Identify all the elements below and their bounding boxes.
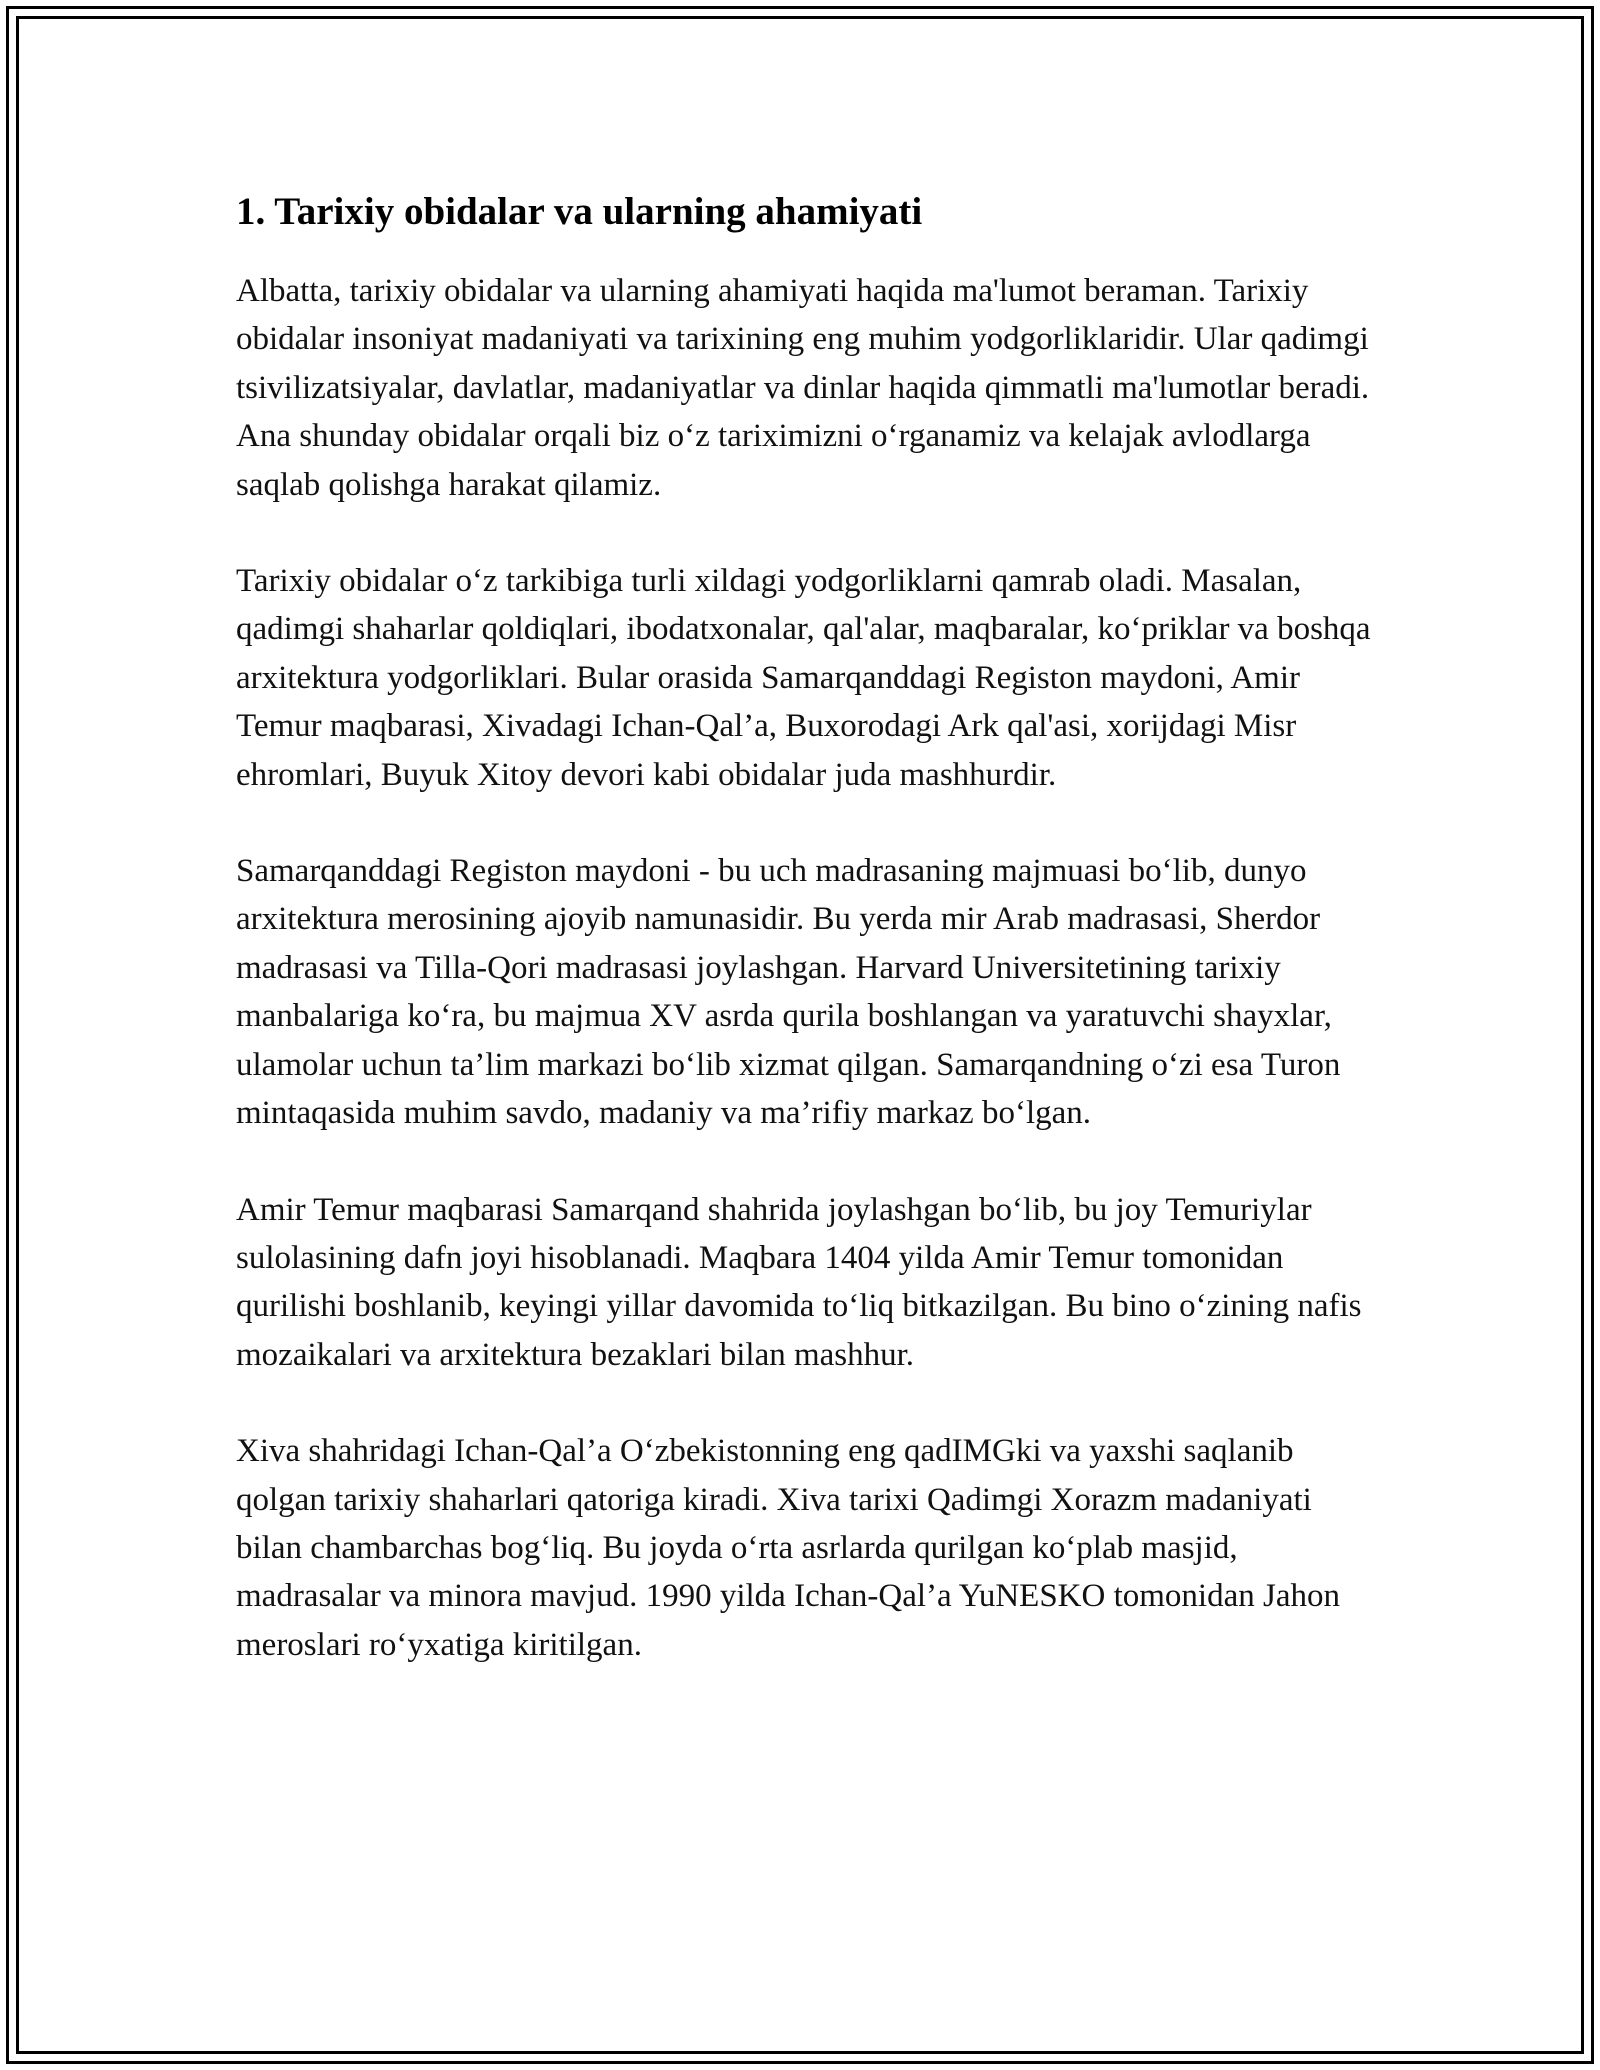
paragraph-monument-types: Tarixiy obidalar o‘z tarkibiga turli xildagi yodgorliklarni qamrab oladi. Masalan, qadimgi shaharlar qoldiqlari, ibodatxonalar, qal'alar, maqbaralar, ko‘priklar va boshqa arxitektura yodgorliklari. Bular orasida Samarqanddagi Registon maydoni, Amir Temur maqbarasi, Xivadagi Ichan-Qal’a, Buxorodagi Ark qal'asi, xorijdagi Misr ehromlari, Buyuk Xitoy devori kabi obidalar juda mashhurdir. [236, 563, 1371, 793]
paragraph-amir-temur-mausoleum: Amir Temur maqbarasi Samarqand shahrida joylashgan bo‘lib, bu joy Temuriylar sulolasining dafn joyi hisoblanadi. Maqbara 1404 yilda Amir Temur tomonidan qurilishi boshlanib, keyingi yillar davomida to‘liq bitkazilgan. Bu bino o‘zining nafis mozaikalari va arxitektura bezaklari bilan mashhur. [236, 1191, 1362, 1373]
paragraph-intro: Albatta, tarixiy obidalar va ularning ahamiyati haqida ma'lumot beraman. Tarixiy obidalar insoniyat madaniyati va tarixining eng muhim yodgorliklaridir. Ular qadimgi tsivilizatsiyalar, davlatlar, madaniyatlar va dinlar haqida qimmatli ma'lumotlar beradi. Ana shunday obidalar orqali biz o‘z tariximizni o‘rganamiz va kelajak avlodlarga saqlab qolishga harakat qilamiz. [236, 273, 1370, 503]
document-body [236, 186, 1376, 1717]
paragraph-registan: Samarqanddagi Registon maydoni - bu uch madrasaning majmuasi bo‘lib, dunyo arxitektura merosining ajoyib namunasidir. Bu yerda mir Arab madrasasi, Sherdor madrasasi va Tilla-Qori madrasasi joylashgan. Harvard Universitetining tarixiy manbalariga ko‘ra, bu majmua XV asrda qurila boshlangan va yaratuvchi shayxlar, ulamolar uchun ta’lim markazi bo‘lib xizmat qilgan. Samarqandning o‘zi esa Turon mintaqasida muhim savdo, madaniy va ma’rifiy markaz bo‘lgan. [236, 853, 1341, 1132]
paragraph-ichan-qala: Xiva shahridagi Ichan-Qal’a O‘zbekistonning eng qadIMGki va yaxshi saqlanib qolgan tarixiy shaharlari qatoriga kiradi. Xiva tarixi Qadimgi Xorazm madaniyati bilan chambarchas bog‘liq. Bu joyda o‘rta asrlarda qurilgan ko‘plab masjid, madrasalar va minora mavjud. 1990 yilda Ichan-Qal’a YuNESKO tomonidan Jahon meroslari ro‘yxatiga kiritilgan. [236, 1433, 1340, 1663]
section-heading: 1. Tarixiy obidalar va ularning ahamiyati [236, 190, 923, 233]
